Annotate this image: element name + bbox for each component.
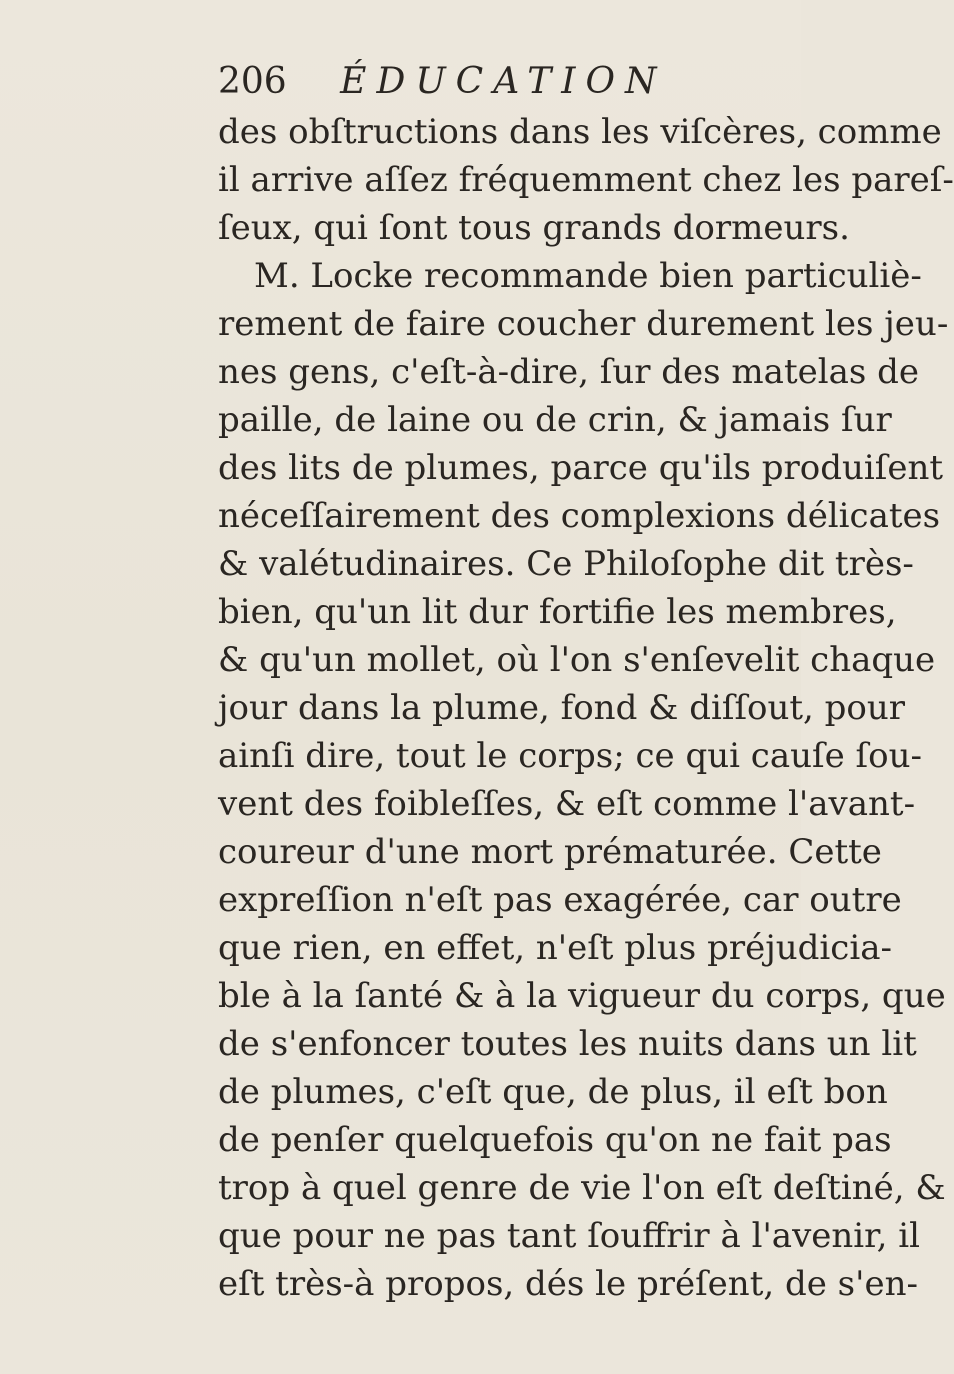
text-line: bien, qu'un lit dur fortifie les membres, bbox=[218, 592, 897, 632]
text-line: de s'enfoncer toutes les nuits dans un lit bbox=[218, 1024, 917, 1064]
text-line: trop à quel genre de vie l'on eſt deſtiné, & bbox=[218, 1168, 946, 1208]
page-header bbox=[218, 62, 666, 102]
page-number: 206 bbox=[218, 61, 287, 102]
text-line: vent des foibleſſes, & eſt comme l'avant- bbox=[218, 784, 916, 824]
text-line: néceſſairement des complexions délicates bbox=[218, 496, 941, 536]
text-line: il arrive aſſez fréquemment chez les pareſ- bbox=[218, 160, 954, 200]
text-line: jour dans la plume, fond & diſſout, pour bbox=[218, 688, 906, 728]
text-line: paille, de laine ou de crin, & jamais ſur bbox=[218, 400, 892, 440]
text-line: eſt très-à propos, dés le préſent, de s'en- bbox=[218, 1264, 918, 1304]
text-line: & qu'un mollet, où l'on s'enſevelit chaque bbox=[218, 640, 936, 680]
text-line: des lits de plumes, parce qu'ils produiſent bbox=[218, 448, 944, 488]
text-line: de plumes, c'eſt que, de plus, il eſt bon bbox=[218, 1072, 888, 1112]
text-line: & valétudinaires. Ce Philoſophe dit très- bbox=[218, 544, 914, 584]
text-line: de penſer quelquefois qu'on ne fait pas bbox=[218, 1120, 892, 1160]
text-line: M. Locke recommande bien particuliè- bbox=[254, 256, 922, 296]
text-line: des obſtructions dans les viſcères, comme bbox=[218, 112, 942, 152]
text-line: expreſſion n'eſt pas exagérée, car outre bbox=[218, 880, 902, 920]
text-line: que rien, en effet, n'eſt plus préjudicia- bbox=[218, 928, 892, 968]
text-line: que pour ne pas tant ſouffrir à l'avenir, il bbox=[218, 1216, 921, 1256]
text-line: ainſi dire, tout le corps; ce qui cauſe ſou- bbox=[218, 736, 922, 776]
text-line: rement de faire coucher durement les jeu- bbox=[218, 304, 949, 344]
text-line: coureur d'une mort prématurée. Cette bbox=[218, 832, 882, 872]
text-line: nes gens, c'eſt-à-dire, ſur des matelas de bbox=[218, 352, 920, 392]
running-head: ÉDUCATION bbox=[340, 61, 667, 102]
text-line: ble à la ſanté & à la vigueur du corps, que bbox=[218, 976, 946, 1016]
text-line: ſeux, qui ſont tous grands dormeurs. bbox=[218, 208, 850, 248]
